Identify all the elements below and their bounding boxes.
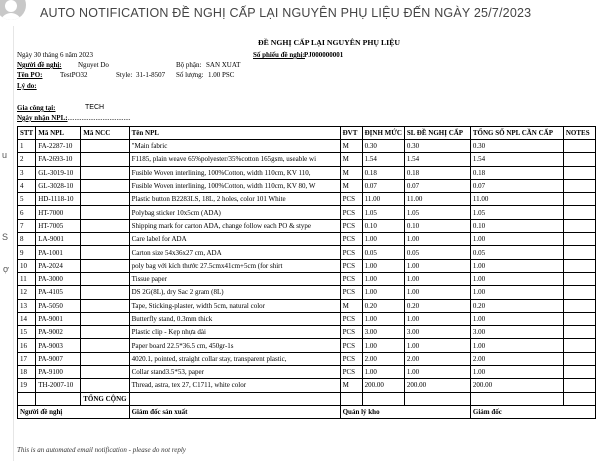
cell-ten-npl: Thread, astra, tex 27, C1711, white color <box>129 379 340 392</box>
cell-ma-npl: HT-7005 <box>36 219 81 232</box>
cell-ten-npl: Tissue paper <box>129 272 340 285</box>
cell-ma-npl: PA-9001 <box>36 312 81 325</box>
reason-label: Lý do: <box>17 82 37 90</box>
cell-tong-so: 1.54 <box>470 153 563 166</box>
table-row <box>18 219 596 232</box>
table-row <box>18 312 596 325</box>
cell-dvt: PCS <box>340 233 362 246</box>
cell-sl-de-nghi: 0.20 <box>404 299 470 312</box>
cell-ma-npl: LA-9001 <box>36 233 81 246</box>
cell-notes <box>563 246 595 259</box>
col-header-ten-npl: Tên NPL <box>129 127 340 140</box>
cell-notes <box>563 299 595 312</box>
email-header <box>0 0 614 26</box>
cell-dinh-muc: 0.07 <box>362 179 404 192</box>
cell-tong-so: 200.00 <box>470 379 563 392</box>
cell-stt: 6 <box>18 206 36 219</box>
form-title: ĐỀ NGHỊ CẤP LẠI NGUYÊN PHỤ LIỆU <box>257 38 401 47</box>
col-header-dinh-muc: ĐỊNH MỨC <box>362 127 404 140</box>
cell-sl-de-nghi: 11.00 <box>404 193 470 206</box>
cell-stt: 9 <box>18 246 36 259</box>
cell-dvt: PCS <box>340 312 362 325</box>
table-header-row <box>18 127 596 140</box>
cell-stt: 17 <box>18 352 36 365</box>
table-row <box>18 286 596 299</box>
form-no: PJ000000001 <box>304 51 344 59</box>
cell-tong-so: 11.00 <box>470 193 563 206</box>
cell-stt: 4 <box>18 179 36 192</box>
cell-ten-npl: Shipping mark for carton ADA, change follow each PO & stype <box>129 219 340 232</box>
side-mark: ợ <box>3 264 9 274</box>
cell-dvt: M <box>340 166 362 179</box>
dept-value: SAN XUAT <box>206 61 241 69</box>
cell-ma-npl: PA-1001 <box>36 246 81 259</box>
table-row <box>18 140 596 153</box>
cell-dvt: PCS <box>340 339 362 352</box>
form-no-label: Số phiếu đề nghị: <box>253 51 305 59</box>
requester-value: Nguyet Do <box>78 61 109 69</box>
sig-production: Giám đốc sản xuất <box>129 405 340 418</box>
cell-stt: 12 <box>18 286 36 299</box>
cell-tong-so: 2.00 <box>470 352 563 365</box>
qty-value: 1.00 PSC <box>208 71 235 79</box>
cell-tong-so: 0.05 <box>470 246 563 259</box>
table-row <box>18 166 596 179</box>
side-mark: S <box>2 232 9 242</box>
col-header-ma-npl: Mã NPL <box>36 127 81 140</box>
cell-stt: 15 <box>18 326 36 339</box>
dept-label: Bộ phận: <box>176 61 202 69</box>
cell-dinh-muc: 1.00 <box>362 286 404 299</box>
cell-stt: 11 <box>18 272 36 285</box>
cell-ma-npl: PA-9100 <box>36 366 81 379</box>
cell-ten-npl: Fusible Woven interlining, 100%Cotton, width 110cm, KV 80, W <box>129 179 340 192</box>
cell-tong-so: 0.20 <box>470 299 563 312</box>
total-row <box>18 392 596 405</box>
cell-notes <box>563 326 595 339</box>
cell-stt: 8 <box>18 233 36 246</box>
cell-sl-de-nghi: 1.00 <box>404 286 470 299</box>
cell-ma-ncc <box>81 299 129 312</box>
cell-stt: 7 <box>18 219 36 232</box>
cell-ma-npl: TH-2007-10 <box>36 379 81 392</box>
cell-ten-npl: DS 2G(8L), dry Sac 2 gram (8L) <box>129 286 340 299</box>
cell-notes <box>563 339 595 352</box>
receive-label: Ngày nhận NPL: <box>17 114 68 122</box>
cell-sl-de-nghi: 1.00 <box>404 312 470 325</box>
style-label: Style: <box>116 71 133 79</box>
cell-notes <box>563 140 595 153</box>
cell-notes <box>563 352 595 365</box>
cell-sl-de-nghi: 1.00 <box>404 339 470 352</box>
cell-dvt: M <box>340 179 362 192</box>
cell-dvt: PCS <box>340 326 362 339</box>
cell-stt: 14 <box>18 312 36 325</box>
table-row <box>18 299 596 312</box>
cell-ma-npl: HT-7000 <box>36 206 81 219</box>
cell-ma-ncc <box>81 326 129 339</box>
total-label: TỔNG CỘNG <box>81 392 129 405</box>
cell-ma-ncc <box>81 259 129 272</box>
requester-label: Người đề nghị: <box>17 61 62 69</box>
cell-ma-npl: HD-1118-10 <box>36 193 81 206</box>
side-mark: u <box>2 150 8 160</box>
cell-ma-ncc <box>81 366 129 379</box>
materials-table <box>17 126 596 419</box>
cell-ma-ncc <box>81 379 129 392</box>
style-value: 31-1-8507 <box>136 71 166 79</box>
cell-dvt: M <box>340 299 362 312</box>
cell-tong-so: 1.00 <box>470 233 563 246</box>
col-header-dvt: ĐVT <box>340 127 362 140</box>
cell-dinh-muc: 11.00 <box>362 193 404 206</box>
cell-notes <box>563 379 595 392</box>
table-row <box>18 339 596 352</box>
col-header-notes: NOTES <box>563 127 595 140</box>
cell-ma-ncc <box>81 339 129 352</box>
cell-ten-npl: Plastic button B2283LS, 18L, 2 holes, color 101 White <box>129 193 340 206</box>
subcontract-value: TECH <box>85 104 105 111</box>
qty-label: Số lượng: <box>176 71 204 79</box>
cell-ma-ncc <box>81 219 129 232</box>
cell-stt: 18 <box>18 366 36 379</box>
cell-notes <box>563 153 595 166</box>
cell-ten-npl: poly bag với kích thước 27.5cmx41cm+5cm (for shirt <box>129 259 340 272</box>
cell-notes <box>563 366 595 379</box>
cell-dvt: PCS <box>340 246 362 259</box>
cell-ma-ncc <box>81 206 129 219</box>
cell-sl-de-nghi: 0.07 <box>404 179 470 192</box>
cell-dvt: M <box>340 153 362 166</box>
table-row <box>18 259 596 272</box>
cell-tong-so: 1.00 <box>470 286 563 299</box>
cell-ma-ncc <box>81 193 129 206</box>
cell-tong-so: 1.00 <box>470 312 563 325</box>
table-row <box>18 193 596 206</box>
cell-ten-npl: Plastic clip - Kẹp nhựa dài <box>129 326 340 339</box>
cell-ten-npl: "Main fabric <box>129 140 340 153</box>
cell-ma-npl: PA-2024 <box>36 259 81 272</box>
cell-sl-de-nghi: 1.00 <box>404 259 470 272</box>
cell-ma-npl: PA-5050 <box>36 299 81 312</box>
cell-ma-ncc <box>81 166 129 179</box>
table-row <box>18 246 596 259</box>
cell-stt: 19 <box>18 379 36 392</box>
col-header-stt: STT <box>18 127 36 140</box>
table-row <box>18 379 596 392</box>
cell-sl-de-nghi: 1.54 <box>404 153 470 166</box>
cell-notes <box>563 233 595 246</box>
cell-ten-npl: Fusible Woven interlining, 100%Cotton, width 110cm, KV 110, <box>129 166 340 179</box>
cell-notes <box>563 206 595 219</box>
cell-dvt: PCS <box>340 272 362 285</box>
table-row <box>18 366 596 379</box>
cell-stt: 5 <box>18 193 36 206</box>
cell-dinh-muc: 0.30 <box>362 140 404 153</box>
table-row <box>18 206 596 219</box>
cell-tong-so: 0.07 <box>470 179 563 192</box>
signature-row <box>18 405 596 418</box>
cell-sl-de-nghi: 1.00 <box>404 272 470 285</box>
cell-ma-ncc <box>81 312 129 325</box>
table-row <box>18 326 596 339</box>
cell-stt: 16 <box>18 339 36 352</box>
cell-ten-npl: Care label for ADA <box>129 233 340 246</box>
cell-tong-so: 1.00 <box>470 339 563 352</box>
cell-dvt: PCS <box>340 286 362 299</box>
cell-dvt: PCS <box>340 193 362 206</box>
table-row <box>18 233 596 246</box>
cell-dinh-muc: 1.00 <box>362 233 404 246</box>
cell-ma-npl: PA-9002 <box>36 326 81 339</box>
cell-ma-ncc <box>81 286 129 299</box>
cell-sl-de-nghi: 1.05 <box>404 206 470 219</box>
cell-tong-so: 1.00 <box>470 259 563 272</box>
cell-dinh-muc: 1.00 <box>362 366 404 379</box>
cell-ma-npl: PA-9003 <box>36 339 81 352</box>
cell-dinh-muc: 200.00 <box>362 379 404 392</box>
cell-stt: 3 <box>18 166 36 179</box>
cell-notes <box>563 259 595 272</box>
cell-ma-ncc <box>81 153 129 166</box>
cell-notes <box>563 193 595 206</box>
cell-dinh-muc: 3.00 <box>362 326 404 339</box>
table-row <box>18 352 596 365</box>
cell-notes <box>563 286 595 299</box>
cell-sl-de-nghi: 0.18 <box>404 166 470 179</box>
cell-dvt: M <box>340 140 362 153</box>
col-header-ma-ncc: Mã NCC <box>81 127 129 140</box>
sig-warehouse: Quản lý kho <box>340 405 470 418</box>
cell-sl-de-nghi: 0.10 <box>404 219 470 232</box>
cell-stt: 13 <box>18 299 36 312</box>
cell-sl-de-nghi: 1.00 <box>404 366 470 379</box>
cell-tong-so: 1.00 <box>470 366 563 379</box>
cell-dinh-muc: 1.00 <box>362 312 404 325</box>
cell-sl-de-nghi: 2.00 <box>404 352 470 365</box>
cell-ma-npl: PA-3000 <box>36 272 81 285</box>
sig-director: Giám đốc <box>470 405 595 418</box>
cell-dinh-muc: 1.00 <box>362 259 404 272</box>
cell-dinh-muc: 1.05 <box>362 206 404 219</box>
cell-sl-de-nghi: 3.00 <box>404 326 470 339</box>
cell-tong-so: 3.00 <box>470 326 563 339</box>
receive-value: ...................................... <box>64 114 131 122</box>
cell-notes <box>563 312 595 325</box>
cell-ten-npl: F1185, plain weave 65%polyester/35%cotton 165gsm, useable wi <box>129 153 340 166</box>
sender-avatar-icon[interactable] <box>0 0 26 20</box>
cell-ma-npl: GL-3019-10 <box>36 166 81 179</box>
cell-ten-npl: Butterfly stand, 0.3mm thick <box>129 312 340 325</box>
cell-notes <box>563 219 595 232</box>
cell-dvt: PCS <box>340 259 362 272</box>
cell-dinh-muc: 0.10 <box>362 219 404 232</box>
reading-pane-left-edge <box>0 0 14 461</box>
cell-notes <box>563 179 595 192</box>
cell-ma-ncc <box>81 179 129 192</box>
cell-dinh-muc: 1.00 <box>362 339 404 352</box>
cell-ma-ncc <box>81 233 129 246</box>
cell-ma-ncc <box>81 352 129 365</box>
cell-dvt: PCS <box>340 219 362 232</box>
cell-tong-so: 1.05 <box>470 206 563 219</box>
cell-ten-npl: Collar stand3.5*53, paper <box>129 366 340 379</box>
cell-ma-ncc <box>81 140 129 153</box>
cell-dvt: M <box>340 379 362 392</box>
cell-ten-npl: Paper board 22.5*36.5 cm, 450gr-1s <box>129 339 340 352</box>
col-header-tong-so: TỔNG SỐ NPL CẦN CẤP <box>470 127 563 140</box>
cell-stt: 2 <box>18 153 36 166</box>
cell-dinh-muc: 2.00 <box>362 352 404 365</box>
table-row <box>18 272 596 285</box>
cell-dvt: PCS <box>340 366 362 379</box>
cell-tong-so: 0.18 <box>470 166 563 179</box>
cell-ten-npl: Carton size 54x36x27 cm, ADA <box>129 246 340 259</box>
cell-ten-npl: 4020.1, pointed, straight collar stay, transparent plastic, <box>129 352 340 365</box>
auto-email-footer: This is an automated email notification - please do not reply <box>17 446 186 454</box>
cell-dvt: PCS <box>340 352 362 365</box>
cell-sl-de-nghi: 0.05 <box>404 246 470 259</box>
cell-dinh-muc: 1.00 <box>362 272 404 285</box>
cell-ma-ncc <box>81 246 129 259</box>
cell-dinh-muc: 0.18 <box>362 166 404 179</box>
cell-dinh-muc: 0.20 <box>362 299 404 312</box>
cell-ma-npl: GL-3028-10 <box>36 179 81 192</box>
cell-tong-so: 0.10 <box>470 219 563 232</box>
cell-ma-npl: FA-2287-10 <box>36 140 81 153</box>
sig-requester: Người đề nghị <box>18 405 130 418</box>
form-date: Ngày 30 tháng 6 năm 2023 <box>17 51 94 59</box>
cell-sl-de-nghi: 1.00 <box>404 233 470 246</box>
table-row <box>18 179 596 192</box>
cell-tong-so: 1.00 <box>470 272 563 285</box>
cell-stt: 10 <box>18 259 36 272</box>
cell-ten-npl: Polybag sticker 10x5cm (ADA) <box>129 206 340 219</box>
cell-notes <box>563 166 595 179</box>
cell-dvt: PCS <box>340 206 362 219</box>
subcontract-label: Gia công tại: <box>17 104 56 112</box>
table-row <box>18 153 596 166</box>
cell-ma-ncc <box>81 272 129 285</box>
cell-dinh-muc: 0.05 <box>362 246 404 259</box>
po-value: TestPO32 <box>60 71 88 79</box>
cell-notes <box>563 272 595 285</box>
email-subject: AUTO NOTIFICATION ĐỀ NGHỊ CẤP LẠI NGUYÊN PHỤ LIỆU ĐẾN NGÀY 25/7/2023 <box>40 6 532 20</box>
cell-ten-npl: Tape, Sticking-plaster, width 5cm, natural color <box>129 299 340 312</box>
cell-ma-npl: PA-9007 <box>36 352 81 365</box>
cell-ma-npl: PA-4105 <box>36 286 81 299</box>
cell-sl-de-nghi: 200.00 <box>404 379 470 392</box>
cell-dinh-muc: 1.54 <box>362 153 404 166</box>
po-label: Tên PO: <box>17 71 43 79</box>
cell-sl-de-nghi: 0.30 <box>404 140 470 153</box>
cell-ma-npl: FA-2693-10 <box>36 153 81 166</box>
cell-tong-so: 0.30 <box>470 140 563 153</box>
request-form <box>17 38 611 47</box>
col-header-sl-de-nghi: SL ĐỀ NGHỊ CẤP <box>404 127 470 140</box>
cell-stt: 1 <box>18 140 36 153</box>
